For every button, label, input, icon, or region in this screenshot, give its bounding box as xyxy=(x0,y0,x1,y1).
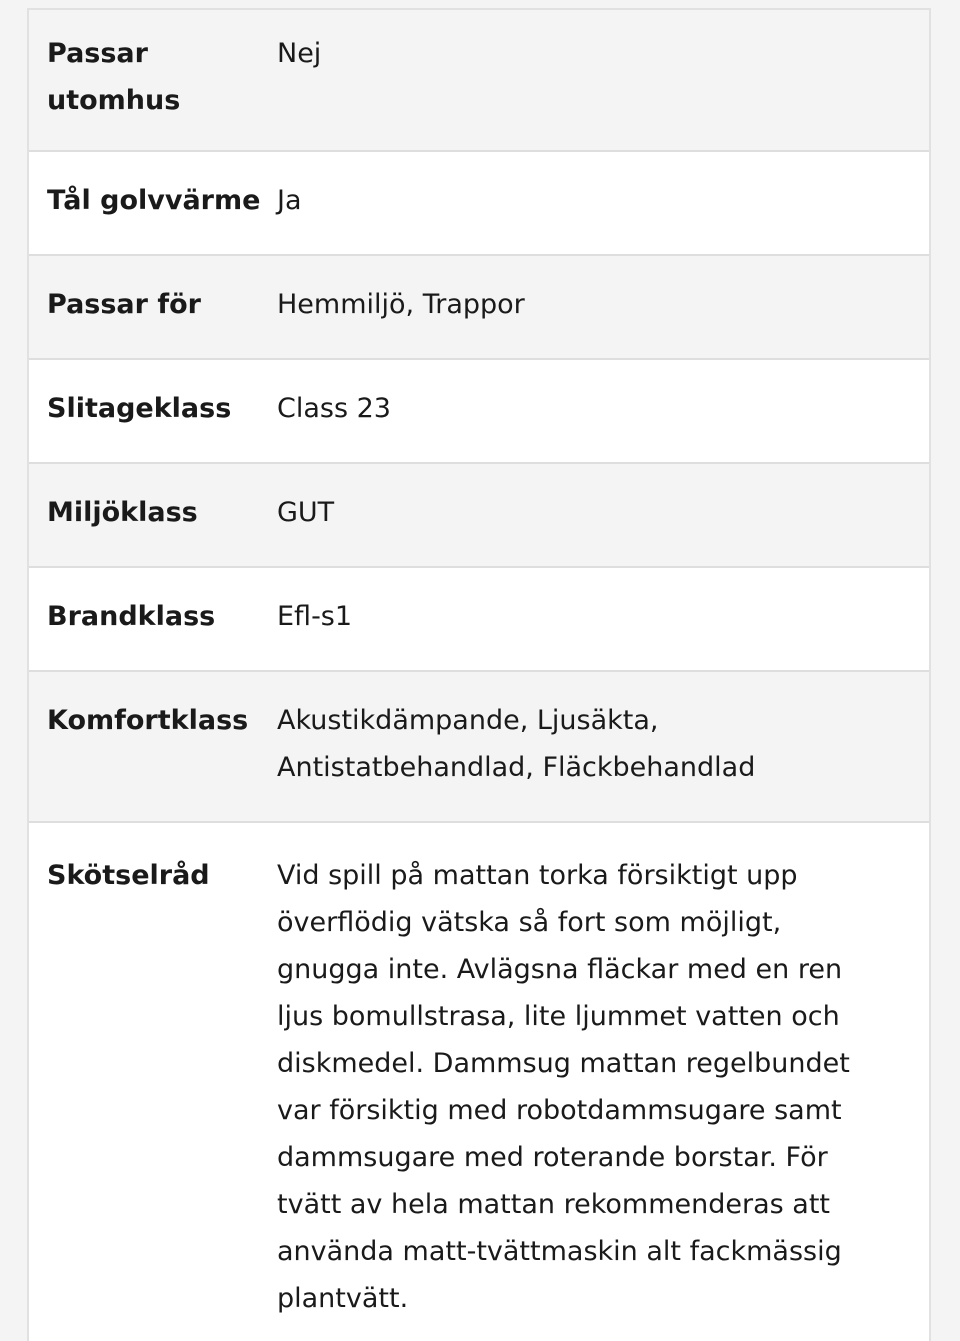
spec-row-wear-class xyxy=(29,359,929,463)
spec-value-text: Nej xyxy=(277,38,322,69)
spec-row-outdoor xyxy=(29,10,929,151)
spec-row-comfort-class xyxy=(29,671,929,822)
spec-label-text: Passar för xyxy=(47,289,201,320)
spec-label xyxy=(29,10,277,151)
spec-value xyxy=(277,359,929,463)
spec-row-floor-heating xyxy=(29,151,929,255)
spec-row-suitable-for xyxy=(29,255,929,359)
spec-value-text: Class 23 xyxy=(277,393,391,424)
spec-label-text: Tål golvvärme xyxy=(47,185,261,216)
spec-value xyxy=(277,151,929,255)
spec-label-text: Skötselråd xyxy=(47,860,210,891)
spec-row-care-advice xyxy=(29,822,929,1341)
spec-label xyxy=(29,567,277,671)
spec-label-text: Miljöklass xyxy=(47,497,198,528)
spec-value-text: Vid spill på mattan torka försiktigt upp överflödig vätska så fort som möjligt, gnugga inte. Avlägsna fläckar med en ren ljus bomullstrasa, lite ljummet vatten och diskmedel. Dammsug mattan regelbundet var försiktig med robotdammsugare samt dammsugare med roterande borstar. För tvätt av hela mattan rekommenderas att använda matt-tvättmaskin alt fackmässig plantvätt. xyxy=(277,860,850,1314)
spec-value-text: Ja xyxy=(277,185,302,216)
spec-label-text: Brandklass xyxy=(47,601,216,632)
spec-label xyxy=(29,822,277,1341)
spec-row-environment-class xyxy=(29,463,929,567)
spec-label-text: Slitageklass xyxy=(47,393,232,424)
spec-label-text: Passar utomhus xyxy=(47,38,181,116)
spec-value-text: Akustikdämpande, Ljusäkta, Antistatbehandlad, Fläckbehandlad xyxy=(277,705,756,783)
spec-label xyxy=(29,463,277,567)
spec-value xyxy=(277,10,929,151)
spec-value xyxy=(277,463,929,567)
spec-label xyxy=(29,151,277,255)
spec-row-fire-class xyxy=(29,567,929,671)
spec-value xyxy=(277,671,929,822)
spec-value-text: Efl-s1 xyxy=(277,601,353,632)
product-spec-table xyxy=(29,10,929,1341)
spec-label xyxy=(29,255,277,359)
spec-label xyxy=(29,359,277,463)
spec-label xyxy=(29,671,277,822)
spec-value xyxy=(277,255,929,359)
spec-label-text: Komfortklass xyxy=(47,705,249,736)
spec-value-text: Hemmiljö, Trappor xyxy=(277,289,525,320)
spec-value xyxy=(277,822,929,1341)
spec-value-text: GUT xyxy=(277,497,335,528)
spec-value xyxy=(277,567,929,671)
